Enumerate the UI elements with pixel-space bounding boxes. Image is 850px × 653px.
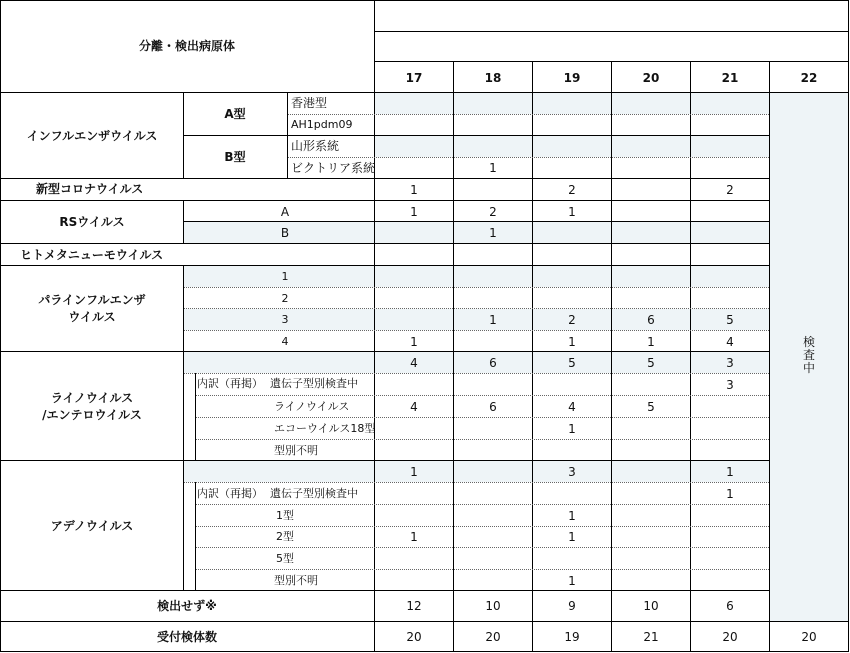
adeno-breakdown-label: 内訳（再掲） <box>197 487 263 500</box>
rhino-total-w21: 3 <box>726 356 734 370</box>
received-w18: 20 <box>485 630 501 644</box>
rhino-type-unknown-label: 型別不明 <box>274 444 318 457</box>
rhino-label-line1: ライノウイルス <box>50 391 134 405</box>
adeno-genotype-pending-label: 遺伝子型別検査中 <box>270 487 358 500</box>
para3-w19: 2 <box>568 313 576 327</box>
covid-w19: 2 <box>568 183 576 197</box>
yamagata-label: 山形系統 <box>291 139 340 153</box>
not-detected-w19: 9 <box>568 599 576 613</box>
received-w19: 19 <box>564 630 580 644</box>
adeno-pending-w21: 1 <box>726 487 734 501</box>
para4-w21: 4 <box>726 335 734 349</box>
adeno-type-1-label: 1型 <box>276 509 294 522</box>
received-w17: 20 <box>406 630 422 644</box>
rsv-a-label: A <box>280 205 290 219</box>
rhino-genotype-pending-label: 遺伝子型別検査中 <box>270 377 358 390</box>
adeno-2-w17: 1 <box>410 530 418 544</box>
echo18-w19: 1 <box>568 422 576 436</box>
rhino-breakdown-label: 内訳（再掲） <box>197 377 263 390</box>
not-detected-w20: 10 <box>643 599 659 613</box>
para4-w20: 1 <box>647 335 655 349</box>
week-17-header: 17 <box>405 71 423 85</box>
para-type-3-label: 3 <box>281 313 289 326</box>
para-type-2-label: 2 <box>281 292 289 305</box>
adeno-total-w17: 1 <box>410 465 418 479</box>
adeno-label: アデノウイルス <box>50 519 134 533</box>
not-detected-w18: 10 <box>485 599 501 613</box>
table-title: 分離・検出病原体 <box>138 39 236 53</box>
para3-w18: 1 <box>489 313 497 327</box>
week-19-header: 19 <box>563 71 581 85</box>
rhino-total-w17: 4 <box>410 356 418 370</box>
not-detected-label: 検出せず※ <box>157 599 217 613</box>
adeno-unknown-w19: 1 <box>568 574 576 588</box>
rsv-b-w18: 1 <box>489 226 497 240</box>
rhino-label-line2: /エンテロウイルス <box>42 408 142 422</box>
rhino-rhino-w19: 4 <box>568 400 576 414</box>
adeno-type-2-label: 2型 <box>276 530 294 543</box>
week-21-header: 21 <box>721 71 739 85</box>
rhino-total-w19: 5 <box>568 356 576 370</box>
received-w20: 21 <box>643 630 659 644</box>
rsv-a-w18: 2 <box>489 205 497 219</box>
adeno-type-unknown-label: 型別不明 <box>274 574 318 587</box>
para3-w21: 5 <box>726 313 734 327</box>
adeno-type-5-label: 5型 <box>276 552 294 565</box>
victoria-label: ビクトリア系統 <box>291 161 376 175</box>
type-b-label: B型 <box>224 150 246 164</box>
adeno-total-w19: 3 <box>568 465 576 479</box>
influenza-label: インフルエンザウイルス <box>26 129 158 143</box>
received-label: 受付検体数 <box>156 630 218 644</box>
received-w22: 20 <box>801 630 817 644</box>
rhino-pending-w21: 3 <box>726 378 734 392</box>
adeno-1-w19: 1 <box>568 509 576 523</box>
hongkong-label: 香港型 <box>291 96 328 110</box>
rhino-total-w20: 5 <box>647 356 655 370</box>
hmpv-label: ヒトメタニューモウイルス <box>20 248 164 262</box>
para4-w17: 1 <box>410 335 418 349</box>
echo18-label: エコーウイルス18型 <box>274 422 376 435</box>
para-type-4-label: 4 <box>281 335 289 348</box>
in-testing-label: 検査中 <box>802 335 815 375</box>
rsv-a-w17: 1 <box>410 205 418 219</box>
covid-label: 新型コロナウイルス <box>36 182 144 196</box>
rhino-total-w18: 6 <box>489 356 497 370</box>
rhino-virus-label: ライノウイルス <box>274 400 350 413</box>
ah1pdm-label: AH1pdm09 <box>291 118 353 131</box>
para-type-1-label: 1 <box>281 270 289 283</box>
covid-w17: 1 <box>410 183 418 197</box>
week-22-header: 22 <box>800 71 818 85</box>
para3-w20: 6 <box>647 313 655 327</box>
received-w21: 20 <box>722 630 738 644</box>
not-detected-w17: 12 <box>406 599 422 613</box>
parainfluenza-label-line1: パラインフルエンザ <box>38 293 146 307</box>
adeno-2-w19: 1 <box>568 530 576 544</box>
parainfluenza-label-line2: ウイルス <box>68 310 116 324</box>
rhino-rhino-w18: 6 <box>489 400 497 414</box>
week-20-header: 20 <box>642 71 660 85</box>
not-detected-w21: 6 <box>726 599 734 613</box>
type-a-label: A型 <box>224 107 246 121</box>
rsv-label: RSウイルス <box>59 215 125 229</box>
rsv-a-w19: 1 <box>568 205 576 219</box>
adeno-total-w21: 1 <box>726 465 734 479</box>
covid-w21: 2 <box>726 183 734 197</box>
rsv-b-label: B <box>280 226 290 240</box>
rhino-rhino-w20: 5 <box>647 400 655 414</box>
week-18-header: 18 <box>484 71 502 85</box>
para4-w19: 1 <box>568 335 576 349</box>
victoria-w18: 1 <box>489 161 497 175</box>
rhino-rhino-w17: 4 <box>410 400 418 414</box>
